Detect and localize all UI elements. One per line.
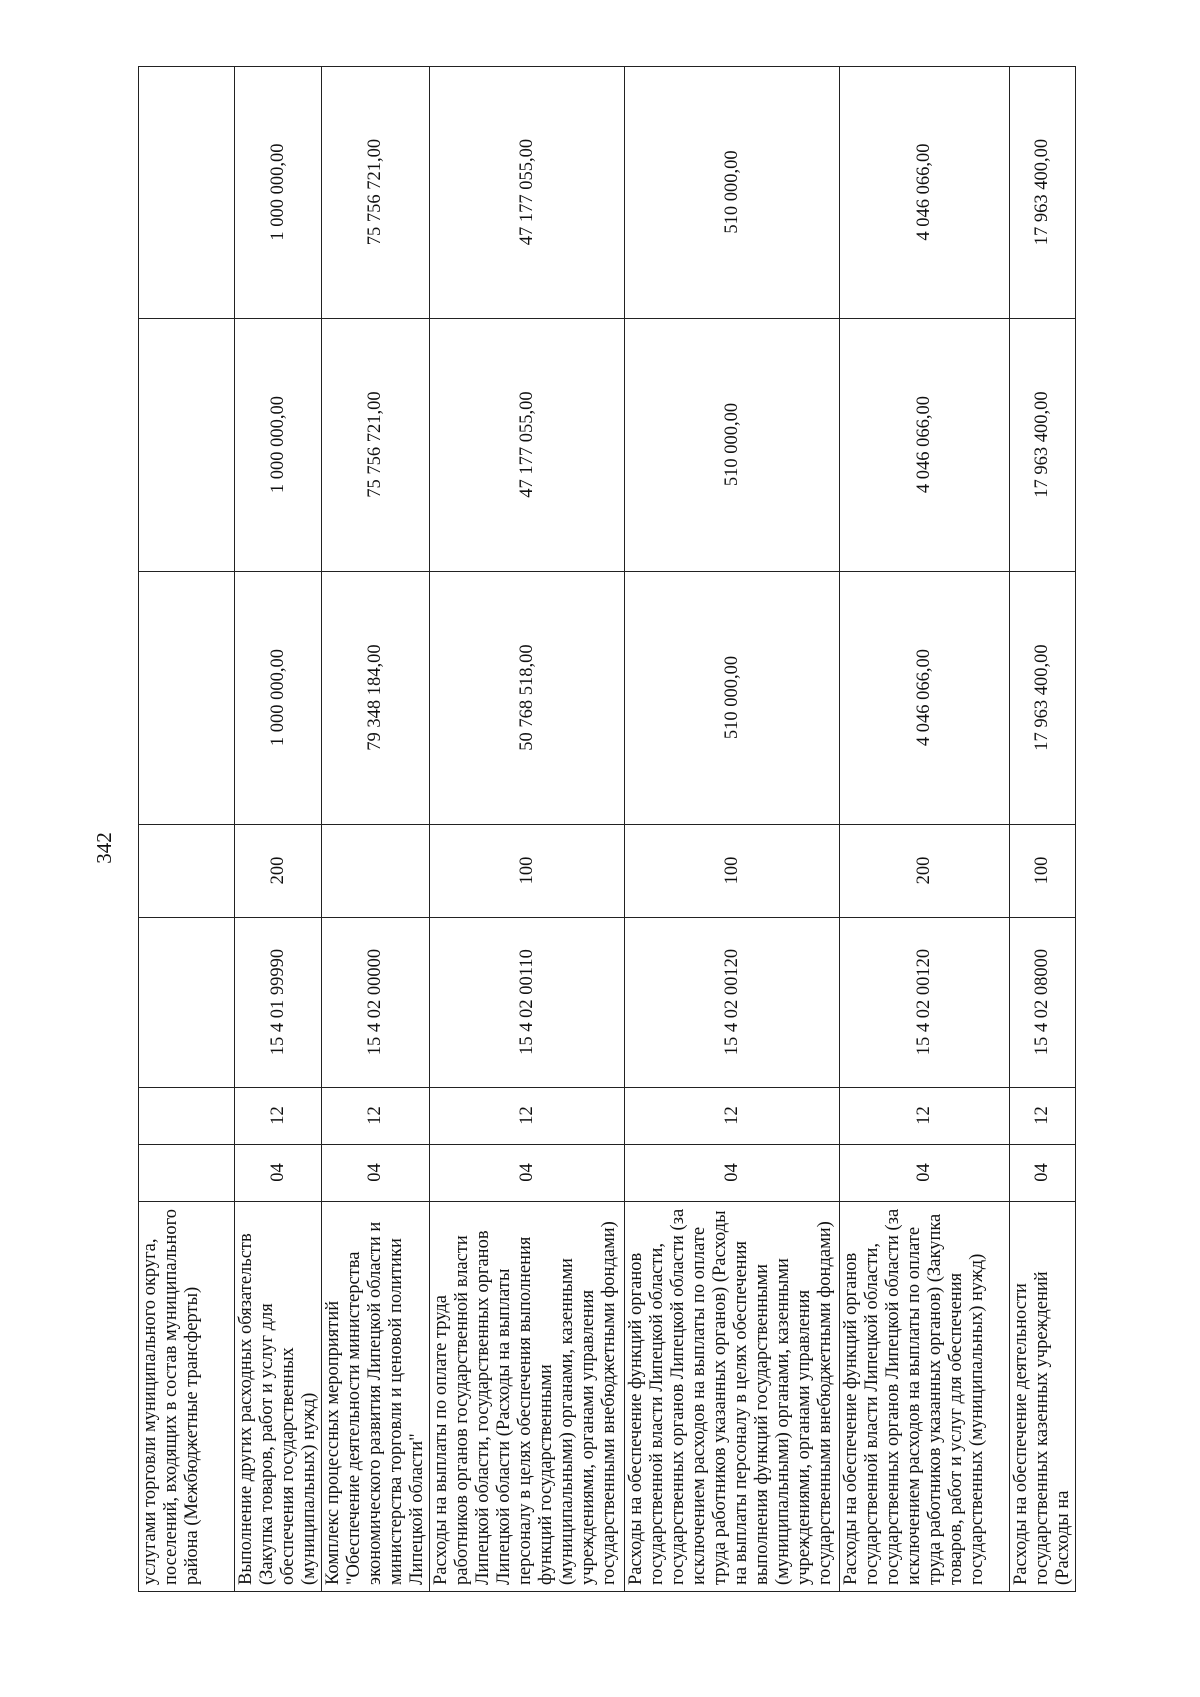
- pr-cell: [139, 1088, 235, 1145]
- table-row: [430, 67, 625, 1592]
- csr-cell: 15 4 02 08000: [1010, 918, 1076, 1088]
- row-name-cell: [840, 1202, 1010, 1592]
- row-name-text: Расходы на обеспечение деятельности государственных казенных учреждений (Расходы на: [1011, 1271, 1073, 1585]
- sum-cell-3: 47 177 055,00: [430, 67, 625, 319]
- row-name-text: Комплекс процессных мероприятий "Обеспечение деятельности министерства экономического развития Липецкой области и министерства торговли и ценовой политики Липецкой области": [323, 1221, 427, 1585]
- row-name-text: Выполнение других расходных обязательств (Закупка товаров, работ и услуг для обеспечения государственных (муниципальных) нужд): [236, 1233, 319, 1585]
- pr-cell: 12: [430, 1088, 625, 1145]
- rz-cell: [139, 1145, 235, 1202]
- rz-cell: 04: [1010, 1145, 1076, 1202]
- sum-cell-3: 1 000 000,00: [235, 67, 322, 319]
- csr-cell: 15 4 01 99990: [235, 918, 322, 1088]
- row-name-text: Расходы на обеспечение функций органов государственной власти Липецкой области, государственных органов Липецкой области (за исключением расходов на выплаты по оплате труда работников указанных органов) (Расходы на выплаты персоналу в целях обеспечения выполнения функций государственными (муниципальными) органами, казенными учреждениями, органами управления государственными внебюджетными фондами): [626, 1208, 835, 1585]
- sum-cell-3: [139, 67, 235, 319]
- sum-cell-2: 47 177 055,00: [430, 319, 625, 572]
- rz-cell: 04: [625, 1145, 840, 1202]
- sum-cell-2: [139, 319, 235, 572]
- row-name-cell: [322, 1202, 430, 1592]
- table-row: [1010, 67, 1076, 1592]
- row-name-cell: [625, 1202, 840, 1592]
- csr-cell: [139, 918, 235, 1088]
- csr-cell: 15 4 02 00000: [322, 918, 430, 1088]
- vr-cell: 100: [430, 825, 625, 918]
- sum-cell-1: 79 348 184,00: [322, 572, 430, 825]
- row-name-cell: [235, 1202, 322, 1592]
- table-row: [139, 67, 235, 1592]
- sum-cell-2: 1 000 000,00: [235, 319, 322, 572]
- vr-cell: 200: [840, 825, 1010, 918]
- vr-cell: 200: [235, 825, 322, 918]
- rotated-table-container: [138, 67, 1072, 1592]
- csr-cell: 15 4 02 00110: [430, 918, 625, 1088]
- rz-cell: 04: [322, 1145, 430, 1202]
- pr-cell: 12: [322, 1088, 430, 1145]
- budget-table: [138, 66, 1076, 1592]
- page-number: 342: [92, 832, 116, 864]
- rz-cell: 04: [840, 1145, 1010, 1202]
- pr-cell: 12: [1010, 1088, 1076, 1145]
- row-name-cell: [430, 1202, 625, 1592]
- table-row: [625, 67, 840, 1592]
- row-name-text: Расходы на выплаты по оплате труда работников органов государственной власти Липецкой области, государственных органов Липецкой области (Расходы на выплаты персоналу в целях обеспечения выполнения функций государственными (муниципальными) органами, казенными учреждениями, органами управления государственными внебюджетными фондами): [431, 1221, 619, 1585]
- csr-cell: 15 4 02 00120: [840, 918, 1010, 1088]
- rz-cell: 04: [430, 1145, 625, 1202]
- table-row: [235, 67, 322, 1592]
- table-row: [840, 67, 1010, 1592]
- sum-cell-1: [139, 572, 235, 825]
- table-row: [322, 67, 430, 1592]
- rz-cell: 04: [235, 1145, 322, 1202]
- sum-cell-1: 50 768 518,00: [430, 572, 625, 825]
- sum-cell-3: 510 000,00: [625, 67, 840, 319]
- vr-cell: [139, 825, 235, 918]
- sum-cell-2: 510 000,00: [625, 319, 840, 572]
- pr-cell: 12: [840, 1088, 1010, 1145]
- sum-cell-1: 1 000 000,00: [235, 572, 322, 825]
- row-name-cell: [139, 1202, 235, 1592]
- sum-cell-3: 75 756 721,00: [322, 67, 430, 319]
- vr-cell: 100: [1010, 825, 1076, 918]
- sum-cell-2: 75 756 721,00: [322, 319, 430, 572]
- sum-cell-1: 4 046 066,00: [840, 572, 1010, 825]
- sum-cell-2: 17 963 400,00: [1010, 319, 1076, 572]
- pr-cell: 12: [625, 1088, 840, 1145]
- sum-cell-1: 510 000,00: [625, 572, 840, 825]
- sum-cell-2: 4 046 066,00: [840, 319, 1010, 572]
- sum-cell-1: 17 963 400,00: [1010, 572, 1076, 825]
- csr-cell: 15 4 02 00120: [625, 918, 840, 1088]
- row-name-text: услугами торговли муниципального округа, поселений, входящих в состав муниципального района (Межбюджетные трансферты): [140, 1209, 202, 1585]
- sum-cell-3: 17 963 400,00: [1010, 67, 1076, 319]
- vr-cell: 100: [625, 825, 840, 918]
- row-name-text: Расходы на обеспечение функций органов государственной власти Липецкой области, государственных органов Липецкой области (за исключением расходов на выплаты по оплате труда работников указанных органов) (Закупка товаров, работ и услуг для обеспечения государственных (муниципальных) нужд): [841, 1208, 987, 1585]
- row-name-cell: [1010, 1202, 1076, 1592]
- sum-cell-3: 4 046 066,00: [840, 67, 1010, 319]
- pr-cell: 12: [235, 1088, 322, 1145]
- vr-cell: [322, 825, 430, 918]
